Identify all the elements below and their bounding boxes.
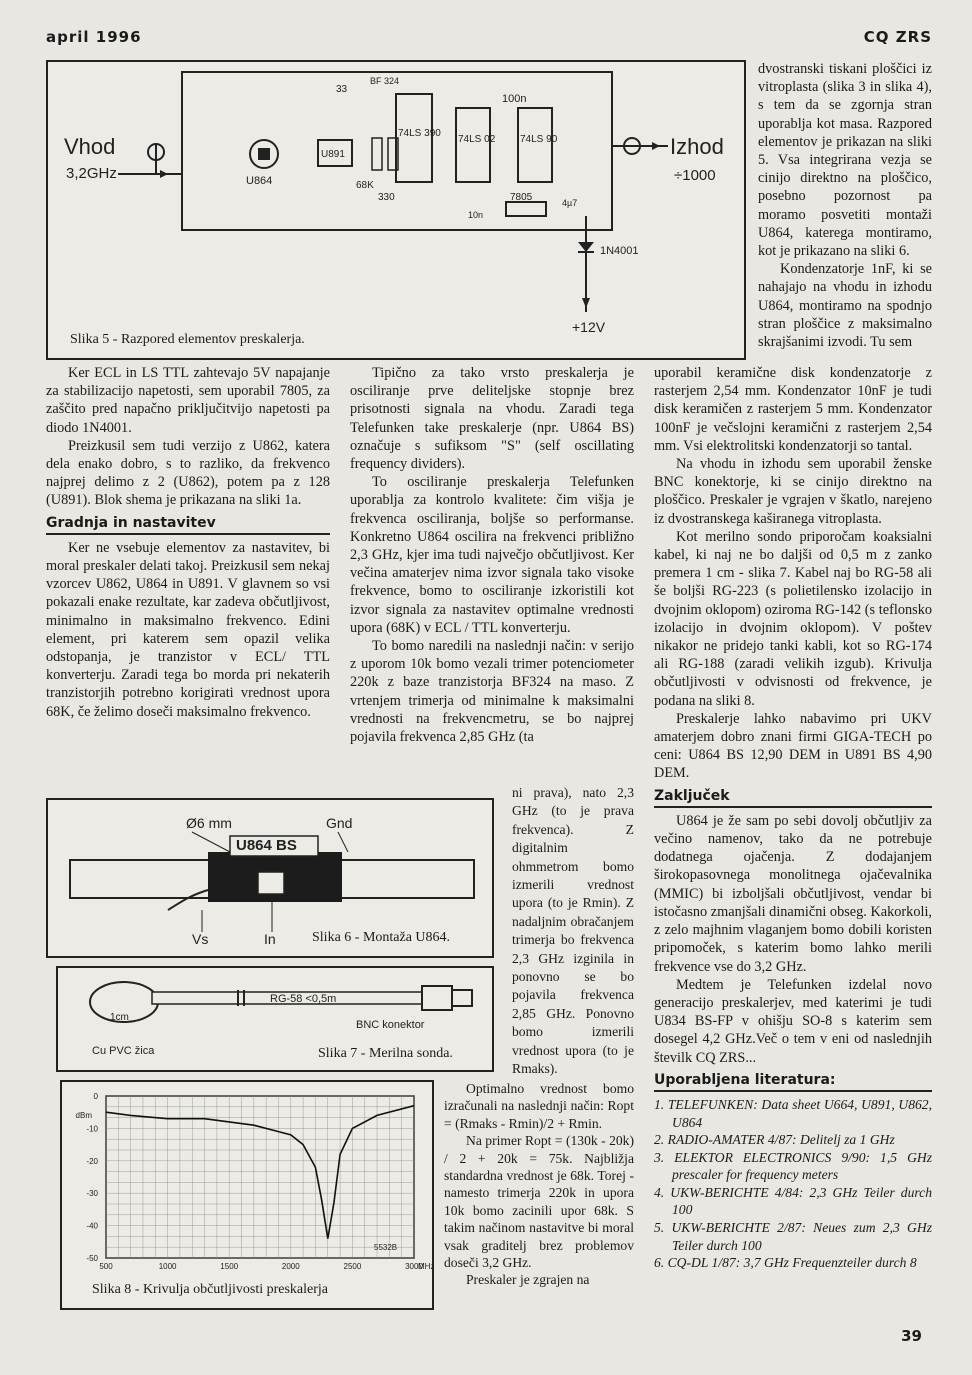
col1-para-3: Ker ne vsebuje elementov za nastavitev, bi moral preskaler delati takoj. Preizkusil sem nekaj vzorcev U862, U864 in U891. V glavnem so vsi pokazali enake rezultate, kar zadeva občutljivost, minimalno in maksimalno frekvenco. Edini element, pri katerem sem opazil velika odstopanja, je tranzistor v ECL/ TTL konverterju. Zaradi tega bo morda pri nekaterih tranzistorjih potrebno korigirati vrednost upora 68K, če želimo doseči maksimalno frekvenco. bbox=[46, 539, 330, 720]
col3-para-2-cont: uporabil keramične disk kondenzatorje z rasterjem 2,54 mm. Kondenzator 10nF je tudi disk keramičen z rasterjem 5 mm. Kondenzator 100nF je večslojni keramični z rasterjem 2,54 mm. Vsi elektrolitski kondenzatorji so tantal. bbox=[654, 365, 932, 454]
ic-74ls02 bbox=[456, 108, 490, 182]
ic-74ls02-label: 74LS 02 bbox=[458, 134, 496, 145]
y-tick-label: -40 bbox=[86, 1221, 98, 1231]
sensitivity-curve bbox=[106, 1106, 414, 1239]
running-header-date: april 1996 bbox=[46, 28, 142, 46]
column-2-narrow bbox=[512, 784, 634, 1079]
col3-para-3: Na vhodu in izhodu sem uporabil ženske BNC konektorje, ki se cinijo direktno na ploščico. Preskaler je vgrajen v škatlo, narejeno iz dvostranskega kaširanega vitroplasta. bbox=[654, 456, 932, 527]
u864-label: U864 bbox=[246, 175, 273, 187]
page-number: 39 bbox=[901, 1327, 922, 1345]
cap-4u7-label: 4µ7 bbox=[562, 198, 578, 208]
y-tick-label: -20 bbox=[86, 1156, 98, 1166]
u864-bs-label: U864 BS bbox=[236, 837, 297, 854]
resistor-33-label: 33 bbox=[336, 84, 348, 95]
figure-7-caption: Slika 7 - Merilna sonda. bbox=[318, 1046, 453, 1061]
column-1 bbox=[46, 364, 330, 721]
column-3 bbox=[654, 364, 932, 1272]
output-divider-label: ÷1000 bbox=[674, 167, 716, 184]
col3-para-5: Preskalerje lahko nabavimo pri UKV amaterjem dobro znani firmi GIGA-TECH po ceni: U864 BS 12,90 DEM in U891 BS 4,90 DEM. bbox=[654, 710, 932, 782]
figure-6-caption: Slika 6 - Montaža U864. bbox=[312, 930, 451, 945]
x-tick-label: 1000 bbox=[158, 1262, 177, 1271]
col1-para-1: Ker ECL in LS TTL zahtevajo 5V napajanje za stabilizacijo napetosti, sem uporabil 7805, za zaščito pred napačno priključitvijo napetosti pa diodo 1N4001. bbox=[46, 365, 330, 436]
col2-para-3: To bomo naredili na naslednji način: v serijo z uporom 10k bomo vezali trimer potenciometer 220k z baze tranzistorja BF324 na maso. Z vrtenjem trimerja od minimalne k maksimalni vrednosti na frekvencmetru, se bo najprej pojavila frekvenca 2,85 GHz (ta bbox=[350, 638, 634, 746]
in-label: In bbox=[264, 931, 276, 947]
y-tick-label: -50 bbox=[86, 1254, 98, 1263]
ic-74ls90-label: 74LS 90 bbox=[520, 134, 558, 145]
figure-8-chart bbox=[62, 1082, 435, 1308]
heading-zakljucek: Zaključek bbox=[654, 787, 932, 808]
heading-gradnja: Gradnja in nastavitev bbox=[46, 514, 330, 535]
cap-100n-label: 100n bbox=[502, 93, 527, 105]
u891-label: U891 bbox=[321, 149, 345, 160]
reference-5: 5. UKW-BERICHTE 2/87: Neues zum 2,3 GHz Teiler durch 100 bbox=[654, 1220, 932, 1253]
bnc-label: BNC konektor bbox=[356, 1019, 425, 1031]
figure-8-tag: 5532B bbox=[374, 1243, 398, 1252]
cap-10n-label: 10n bbox=[468, 210, 484, 220]
figure-5-caption: Slika 5 - Razpored elementov preskalerja. bbox=[70, 332, 305, 347]
col3-para-2: Kondenzatorje 1nF, ki se nahajajo na vhodu in izhodu U864, montiramo na spodnjo stran ploščice z maksimalno skrajšanimi izvodi. Tu sem bbox=[758, 261, 932, 351]
col2-para-3-cont: ni prava), nato 2,3 GHz (to je prava frekvenca). Z digitalnim ohmmetrom bomo izmerili vrednost upora (to je Rmin). Z nadaljnim obračanjem trimerja bo frekvenca 2,3 GHz izginila in ponovno se bo pojavila frekvenca 2,85 GHz. Ponovno bomo izmerili vrednost upora (to je Rmaks). bbox=[512, 785, 634, 1077]
reference-2: 2. RADIO-AMATER 4/87: Delitelj za 1 GHz bbox=[654, 1132, 895, 1148]
bnc-connector bbox=[422, 986, 452, 1010]
gnd-label: Gnd bbox=[326, 815, 353, 831]
ic-74ls390-label: 74LS 390 bbox=[398, 128, 441, 139]
resistor-68k bbox=[372, 138, 382, 170]
reference-1: 1. TELEFUNKEN: Data sheet U664, U891, U862, U864 bbox=[654, 1096, 932, 1130]
figure-6-frame bbox=[46, 798, 494, 958]
resistor-330-label: 330 bbox=[378, 192, 395, 203]
col3-para-1: dvostranski tiskani ploščici iz vitroplasta (slika 3 in slika 4), s tem da se zgornja stran uporablja kot masa. Razpored elementov je prikazan na sliki 5. Vsa integrirana vezja se cinijo direktno na ploščico, posebno pozornost pa moramo posvetiti montaži U864, katerega montiramo, kot je prikazano na sliki 6. bbox=[758, 61, 932, 260]
cable-label: RG-58 <0,5m bbox=[270, 993, 337, 1005]
y-axis-label: dBm bbox=[75, 1111, 92, 1120]
x-tick-label: 1500 bbox=[220, 1262, 239, 1271]
figure-8-caption: Slika 8 - Krivulja občutljivosti preskalerja bbox=[92, 1282, 329, 1297]
diode-1n4001 bbox=[578, 242, 594, 252]
ic-74ls90 bbox=[518, 108, 552, 182]
resistor-68k-label: 68K bbox=[356, 180, 374, 191]
figure-8-frame bbox=[60, 1080, 434, 1310]
input-label: Vhod bbox=[64, 134, 116, 159]
col2-para-5: Na primer Ropt = (130k - 20k) / 2 + 20k = 75k. Najbližja standardna vrednost je 68k. Torej - namesto trimerja 220k in upora 10k bomo zacinili upor 68k. S takim načinom nastavitve bi moral vsak graditelj brez problemov doseči 3,2 GHz. bbox=[444, 1133, 634, 1271]
loop-label: 1cm bbox=[110, 1012, 129, 1023]
running-header-journal: CQ ZRS bbox=[863, 28, 932, 46]
x-axis-unit-label: MHz bbox=[418, 1262, 435, 1271]
y-tick-label: 0 bbox=[93, 1092, 98, 1101]
col3-para-4: Kot merilno sondo priporočam koaksialni kabel, ki naj ne bo daljši od 0,5 m z zanko premera 1 cm - slika 7. Kabel naj bo RG-58 ali še boljši RG-223 (s polietilensko izolacijo in dvojnim oklopom) oziroma RG-142 (s teflonsko izolacijo in dvojnim oklopom). V poštev nikakor ne pridejo tanki kabli, kot so RG-174 ali RG-188 (zaradi velikih izgub). Krivulja občutljivosti v odvisnosti od frekvence, je podana na sliki 8. bbox=[654, 528, 932, 709]
regulator-label: 7805 bbox=[510, 192, 533, 203]
col2-para-2: To osciliranje preskalerja Telefunken uporablja za kontrolo kvalitete: čim višja je frekvenca osciliranja, boljše so performanse. Konkretno U864 oscilira na frekvenci približno 2,3 GHz, kjer ima tudi največjo občutljivost. Ker večina amaterjev nima izvor signala tako visoke frekvence, bomo to osciliranje izkoristili kot izvor signala za nastavitev optimalne vrednosti upora (68K) v ECL / TTL konverterju. bbox=[350, 474, 634, 636]
diameter-label: Ø6 mm bbox=[186, 815, 232, 831]
diode-label: 1N4001 bbox=[600, 245, 639, 257]
col2-para-6: Preskaler je zgrajen na bbox=[466, 1272, 590, 1288]
x-tick-label: 3000 bbox=[405, 1262, 423, 1271]
y-tick-label: -30 bbox=[86, 1189, 98, 1199]
column-2-bottom bbox=[444, 1080, 634, 1289]
col3-para-7: Medtem je Telefunken izdelal novo generacijo preskalerjev, med katerimi je tudi U834 BS-FP v ohišju SO-8 s katerim sem dosegel 4,2 GHz.Več o tem v eni od naslednjih številk CQ ZRS... bbox=[654, 976, 932, 1066]
vs-label: Vs bbox=[192, 931, 209, 947]
x-tick-label: 2000 bbox=[281, 1262, 300, 1271]
x-tick-label: 500 bbox=[99, 1262, 113, 1271]
transistor-label: BF 324 bbox=[370, 76, 400, 86]
output-label: Izhod bbox=[670, 134, 724, 159]
regulator-7805 bbox=[506, 202, 546, 216]
x-tick-label: 2500 bbox=[343, 1262, 362, 1271]
col1-para-2: Preizkusil sem tudi verzijo z U862, katera dela enako dobro, s to razliko, da frekvenco najprej delimo z 2 (U862), potem pa z 128 (U891). Blok shema je prikazana na sliki 1a. bbox=[46, 437, 330, 509]
supply-label: +12V bbox=[572, 319, 606, 335]
column-2-top bbox=[350, 364, 634, 746]
reference-3: 3. ELEKTOR ELECTRONICS 9/90: 1,5 GHz prescaler for frequency meters bbox=[654, 1149, 932, 1183]
figure-5-frame bbox=[46, 60, 746, 360]
figure-5-schematic bbox=[48, 62, 744, 358]
col3-para-6: U864 je že sam po sebi dovolj občutljiv za večino namenov, tako da ne potrebuje dodatnega ojačenja. Z dodajanjem širokopasovnega monolitnega ojačevalnika (MMIC) bi izboljšali občutljivost, vendar bi istočasno zmanjšali dinamični obseg. Kakorkoli, z zelo majhnim vlaganjem bomo dobili koristen pripomoček, s katerim bomo lahko merili frekvence vse do 3,2 GHz. bbox=[654, 812, 932, 975]
heading-literatura: Uporabljena literatura: bbox=[654, 1071, 932, 1092]
col2-para-1: Tipično za tako vrsto preskalerja je osciliranje prve deliteljske stopnje brez prisotnosti signala na vhodu. Zaradi tega Telefunken take preskalerje (npr. U864 BS) označuje s sufiksom "S" (self oscillating frequency dividers). bbox=[350, 365, 634, 473]
reference-4: 4. UKW-BERICHTE 4/84: 2,3 GHz Teiler durch 100 bbox=[654, 1184, 932, 1218]
wire-label: Cu PVC žica bbox=[92, 1045, 155, 1057]
pcb-hole bbox=[258, 872, 284, 894]
col2-para-4: Optimalno vrednost bomo izračunali na naslednji način: Ropt = (Rmaks - Rmin)/2 + Rmin. bbox=[444, 1081, 634, 1131]
reference-6: 6. CQ-DL 1/87: 3,7 GHz Frequenzteiler durch 8 bbox=[654, 1255, 917, 1271]
column-3-top bbox=[758, 60, 932, 351]
figure-7-frame bbox=[56, 966, 494, 1072]
y-tick-label: -10 bbox=[86, 1124, 98, 1134]
input-freq-label: 3,2GHz bbox=[66, 165, 117, 182]
